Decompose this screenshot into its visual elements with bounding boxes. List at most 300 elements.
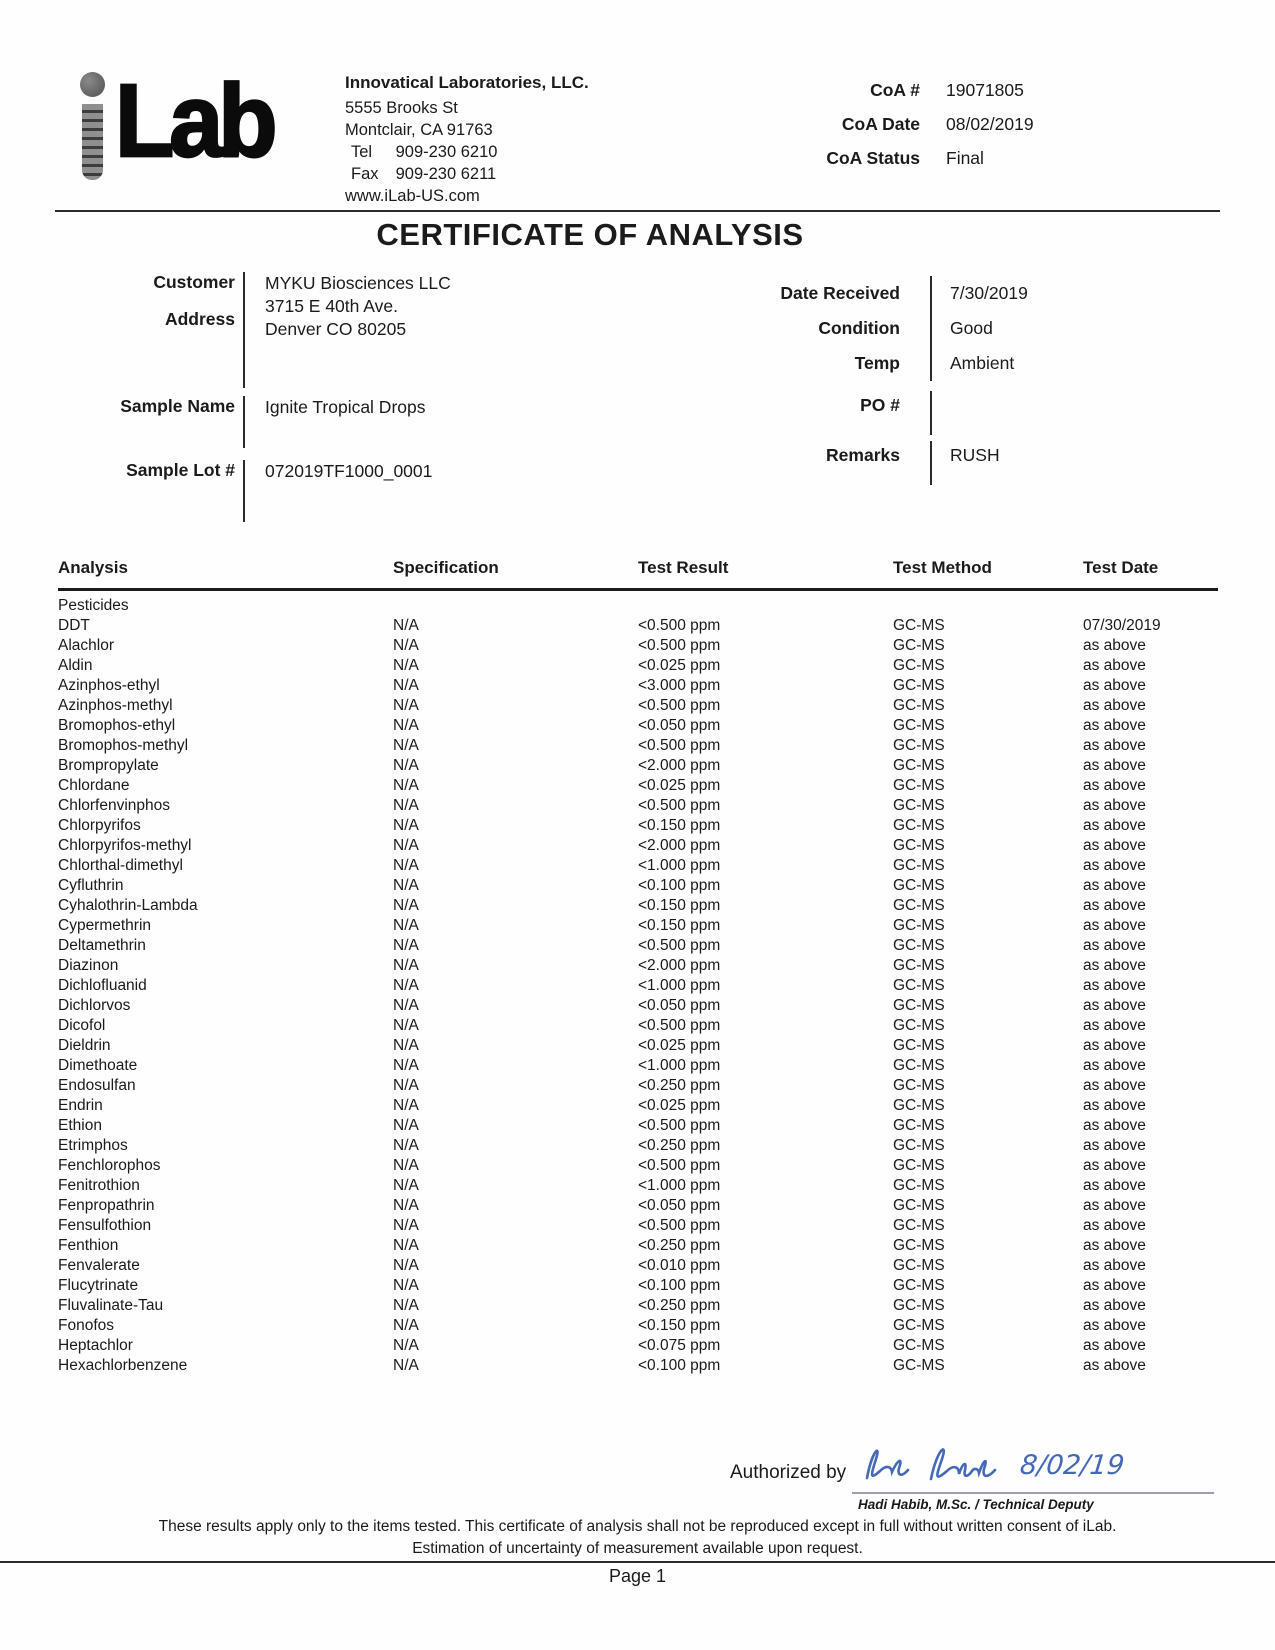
date-cell: as above [1083,1337,1146,1354]
logo-dot [80,72,105,97]
table-row [58,1256,1218,1276]
specification-cell: N/A [393,797,419,814]
date-cell: as above [1083,857,1146,874]
analysis-cell: Chlorthal-dimethyl [58,857,183,874]
specification-cell: N/A [393,737,419,754]
specification-cell: N/A [393,1277,419,1294]
method-cell: GC-MS [893,697,945,714]
analysis-cell: Ethion [58,1117,102,1134]
method-cell: GC-MS [893,797,945,814]
temp-label: Temp [854,353,900,373]
date-cell: as above [1083,797,1146,814]
date-cell: as above [1083,1357,1146,1374]
table-row [58,896,1218,916]
analysis-cell: Bromophos-ethyl [58,717,176,734]
table-row [58,696,1218,716]
result-cell: <1.000 ppm [638,857,721,874]
sample-lot-value: 072019TF1000_0001 [243,460,432,522]
method-cell: GC-MS [893,1257,945,1274]
remarks-label: Remarks [826,445,900,465]
method-cell: GC-MS [893,1197,945,1214]
method-cell: GC-MS [893,757,945,774]
table-row [58,1116,1218,1136]
analysis-cell: Hexachlorbenzene [58,1357,188,1374]
analysis-cell: Endrin [58,1097,103,1114]
result-cell: <0.500 ppm [638,797,721,814]
receipt-info-block [742,276,1218,485]
specification-cell: N/A [393,757,419,774]
date-cell: as above [1083,777,1146,794]
signature [855,1438,1155,1492]
analysis-cell: Fenitrothion [58,1177,140,1194]
date-cell: as above [1083,937,1146,954]
specification-cell: N/A [393,717,419,734]
table-row [58,936,1218,956]
method-cell: GC-MS [893,737,945,754]
address-label: Address [164,309,235,329]
date-cell: as above [1083,1157,1146,1174]
customer-sample-block [58,272,678,522]
table-row [58,1096,1218,1116]
result-cell: <0.150 ppm [638,817,721,834]
specification-cell: N/A [393,1197,419,1214]
date-received-value: 7/30/2019 [950,283,1028,303]
signer-title: Hadi Habib, M.Sc. / Technical Deputy [858,1497,1094,1512]
receipt-values [930,276,1218,381]
date-cell: as above [1083,837,1146,854]
header-test-method: Test Method [893,552,1083,590]
method-cell: GC-MS [893,717,945,734]
method-cell: GC-MS [893,677,945,694]
specification-cell: N/A [393,817,419,834]
method-cell: GC-MS [893,657,945,674]
method-cell: GC-MS [893,817,945,834]
result-cell: <0.500 ppm [638,617,721,634]
table-row [58,856,1218,876]
table-row [58,876,1218,896]
result-cell: <0.025 ppm [638,777,721,794]
result-cell: <0.250 ppm [638,1077,721,1094]
table-row [58,1016,1218,1036]
specification-cell: N/A [393,977,419,994]
date-cell: as above [1083,957,1146,974]
date-cell: as above [1083,897,1146,914]
result-cell: <0.150 ppm [638,897,721,914]
result-cell: <0.150 ppm [638,917,721,934]
method-cell: GC-MS [893,637,945,654]
method-cell: GC-MS [893,997,945,1014]
method-cell: GC-MS [893,1057,945,1074]
sample-name-group [58,396,678,448]
table-row [58,1196,1218,1216]
coa-status-label: CoA Status [826,148,920,168]
result-cell: <0.500 ppm [638,937,721,954]
coa-status-value: Final [946,148,984,168]
customer-group [58,272,678,388]
customer-address2: Denver CO 80205 [265,319,407,339]
result-cell: <2.000 ppm [638,837,721,854]
specification-cell: N/A [393,1117,419,1134]
analysis-cell: Chlorpyrifos-methyl [58,837,192,854]
analysis-cell: Dieldrin [58,1037,111,1054]
remarks-values [930,441,1218,485]
method-cell: GC-MS [893,1117,945,1134]
analysis-cell: Fonofos [58,1317,115,1334]
result-cell: <0.025 ppm [638,1037,721,1054]
specification-cell: N/A [393,1017,419,1034]
po-label: PO # [860,395,900,415]
sample-lot-label: Sample Lot # [126,460,235,480]
coa-number-row [795,80,1034,101]
method-cell: GC-MS [893,1037,945,1054]
sample-name-value: Ignite Tropical Drops [243,396,426,448]
date-cell: as above [1083,1037,1146,1054]
footer-divider [0,1561,1275,1563]
method-cell: GC-MS [893,1357,945,1374]
date-cell: as above [1083,1197,1146,1214]
page-title: CERTIFICATE OF ANALYSIS [376,217,804,252]
analysis-cell: DDT [58,617,90,634]
analysis-cell: Etrimphos [58,1137,128,1154]
specification-cell: N/A [393,897,419,914]
date-cell: as above [1083,917,1146,934]
table-row [58,1316,1218,1336]
method-cell: GC-MS [893,1337,945,1354]
table-row [58,1056,1218,1076]
table-row [58,1036,1218,1056]
date-cell: as above [1083,637,1146,654]
method-cell: GC-MS [893,837,945,854]
result-cell [638,590,893,617]
company-address1: 5555 Brooks St [345,99,458,117]
disclaimer-line1: These results apply only to the items tested. This certificate of analysis shall not be reproduced except in full without written consent of iLab. [158,1518,1117,1535]
coa-date-row [795,114,1034,135]
result-cell: <0.075 ppm [638,1337,721,1354]
company-address2: Montclair, CA 91763 [345,121,493,139]
customer-labels [58,272,235,388]
remarks-labels [742,441,900,485]
table-row [58,1236,1218,1256]
header-specification: Specification [393,552,638,590]
table-row [58,996,1218,1016]
result-cell: <0.100 ppm [638,877,721,894]
date-received-label: Date Received [780,283,900,303]
method-cell: GC-MS [893,937,945,954]
receipt-labels [742,276,900,381]
result-cell: <3.000 ppm [638,677,721,694]
analysis-cell: Cyfluthrin [58,877,124,894]
table-header-row [58,552,1218,590]
table-row [58,1076,1218,1096]
result-cell: <0.100 ppm [638,1277,721,1294]
receipt-group [742,276,1218,381]
specification-cell: N/A [393,1297,419,1314]
method-cell: GC-MS [893,1077,945,1094]
specification-cell: N/A [393,1257,419,1274]
result-cell: <0.500 ppm [638,1217,721,1234]
specification-cell: N/A [393,1097,419,1114]
specification-cell: N/A [393,957,419,974]
customer-values [243,272,451,388]
analysis-cell: Dichlorvos [58,997,131,1014]
ilab-logo [75,62,273,180]
analysis-cell: Cypermethrin [58,917,152,934]
signature-line [852,1492,1214,1494]
date-cell: as above [1083,1017,1146,1034]
po-labels [742,391,900,435]
specification-cell: N/A [393,697,419,714]
specification-cell: N/A [393,937,419,954]
specification-cell: N/A [393,1357,419,1374]
po-values [930,391,1218,435]
analysis-cell: Fenchlorophos [58,1157,161,1174]
result-cell: <0.025 ppm [638,1097,721,1114]
result-cell: <1.000 ppm [638,1057,721,1074]
analysis-cell: Bromophos-methyl [58,737,189,754]
specification-cell: N/A [393,657,419,674]
result-cell: <0.100 ppm [638,1357,721,1374]
method-cell: GC-MS [893,1177,945,1194]
header-test-result: Test Result [638,552,893,590]
method-cell: GC-MS [893,897,945,914]
analysis-cell: Cyhalothrin-Lambda [58,897,198,914]
method-cell: GC-MS [893,1317,945,1334]
table-row [58,916,1218,936]
testtube-icon [75,72,109,180]
specification-cell: N/A [393,1037,419,1054]
signature-date: 8/02/19 [1018,1450,1126,1481]
analysis-cell: Flucytrinate [58,1277,139,1294]
date-cell: as above [1083,1117,1146,1134]
analysis-cell: Brompropylate [58,757,159,774]
sample-name-label: Sample Name [120,396,235,416]
company-website: www.iLab-US.com [345,187,480,205]
company-fax [345,163,589,185]
table-row [58,796,1218,816]
coa-number-label: CoA # [870,80,920,100]
table-row [58,776,1218,796]
table-row [58,816,1218,836]
method-cell: GC-MS [893,857,945,874]
logo-tube [82,104,103,180]
date-cell: as above [1083,677,1146,694]
analysis-cell: Dicofol [58,1017,106,1034]
date-cell: as above [1083,697,1146,714]
date-cell: as above [1083,757,1146,774]
table-row [58,1296,1218,1316]
method-cell [893,590,1083,617]
table-row [58,616,1218,636]
result-cell: <2.000 ppm [638,957,721,974]
analysis-cell: Aldin [58,657,93,674]
result-cell: <0.010 ppm [638,1257,721,1274]
method-cell: GC-MS [893,877,945,894]
method-cell: GC-MS [893,1297,945,1314]
date-cell: as above [1083,1077,1146,1094]
specification-cell: N/A [393,1237,419,1254]
table-row [58,956,1218,976]
date-cell: as above [1083,1257,1146,1274]
company-info [345,72,589,207]
specification-cell: N/A [393,677,419,694]
analysis-cell: Dichlofluanid [58,977,147,994]
table-row [58,1156,1218,1176]
tel-label: Tel [351,143,373,161]
disclaimer-line2: Estimation of uncertainty of measurement available upon request. [412,1540,863,1557]
result-cell: <0.500 ppm [638,1017,721,1034]
coa-meta-block [795,80,1034,182]
date-cell: 07/30/2019 [1083,617,1161,634]
result-cell: <0.025 ppm [638,657,721,674]
table-row [58,736,1218,756]
specification-cell: N/A [393,997,419,1014]
table-row [58,1276,1218,1296]
method-cell: GC-MS [893,1237,945,1254]
date-cell: as above [1083,737,1146,754]
date-cell: as above [1083,877,1146,894]
specification-cell: N/A [393,1317,419,1334]
header-analysis: Analysis [58,552,393,590]
method-cell: GC-MS [893,1277,945,1294]
analysis-cell: Pesticides [58,597,129,614]
date-cell: as above [1083,1317,1146,1334]
table-row [58,656,1218,676]
customer-address1: 3715 E 40th Ave. [265,296,398,316]
fax-number: 909-230 6211 [395,165,497,183]
method-cell: GC-MS [893,957,945,974]
result-cell: <0.500 ppm [638,1157,721,1174]
specification-cell: N/A [393,1157,419,1174]
date-cell: as above [1083,997,1146,1014]
table-row [58,1336,1218,1356]
specification-cell: N/A [393,1137,419,1154]
analysis-cell: Dimethoate [58,1057,138,1074]
table-row [58,836,1218,856]
method-cell: GC-MS [893,917,945,934]
condition-label: Condition [818,318,900,338]
authorized-by-label: Authorized by [730,1462,847,1483]
coa-date-label: CoA Date [841,114,920,134]
fax-label: Fax [351,165,379,183]
coa-number-value: 19071805 [946,80,1024,100]
results-body [58,590,1218,1377]
condition-value: Good [950,318,993,338]
date-cell: as above [1083,1177,1146,1194]
tel-number: 909-230 6210 [395,143,498,161]
result-cell: <0.250 ppm [638,1237,721,1254]
result-cell: <1.000 ppm [638,977,721,994]
date-cell: as above [1083,717,1146,734]
table-row [58,1136,1218,1156]
method-cell: GC-MS [893,617,945,634]
analysis-cell: Fenthion [58,1237,119,1254]
date-cell: as above [1083,1137,1146,1154]
method-cell: GC-MS [893,1217,945,1234]
temp-value: Ambient [950,353,1015,373]
table-row [58,1176,1218,1196]
method-cell: GC-MS [893,1157,945,1174]
result-cell: <0.150 ppm [638,1317,721,1334]
date-cell: as above [1083,1297,1146,1314]
date-cell: as above [1083,1277,1146,1294]
logo-text: Lab [115,62,273,179]
table-row [58,1356,1218,1376]
result-cell: <2.000 ppm [638,757,721,774]
result-cell: <0.050 ppm [638,1197,721,1214]
page-number: Page 1 [608,1566,667,1586]
date-cell: as above [1083,1217,1146,1234]
result-cell: <0.500 ppm [638,697,721,714]
method-cell: GC-MS [893,1097,945,1114]
result-cell: <0.500 ppm [638,1117,721,1134]
table-row [58,1216,1218,1236]
result-cell: <1.000 ppm [638,1177,721,1194]
date-cell: as above [1083,1097,1146,1114]
specification-cell: N/A [393,917,419,934]
specification-cell: N/A [393,777,419,794]
table-row [58,756,1218,776]
customer-label: Customer [153,272,235,292]
date-cell: as above [1083,1057,1146,1074]
specification-cell: N/A [393,1177,419,1194]
specification-cell: N/A [393,1077,419,1094]
analysis-cell: Alachlor [58,637,114,654]
result-cell: <0.500 ppm [638,637,721,654]
table-row [58,676,1218,696]
analysis-cell: Fensulfothion [58,1217,152,1234]
specification-cell: N/A [393,637,419,654]
sample-lot-group [58,460,678,522]
analysis-cell: Heptachlor [58,1337,133,1354]
specification-cell: N/A [393,1057,419,1074]
company-tel [345,141,589,163]
result-cell: <0.250 ppm [638,1137,721,1154]
result-cell: <0.050 ppm [638,717,721,734]
company-name: Innovatical Laboratories, LLC. [345,73,589,92]
analysis-cell: Chlordane [58,777,130,794]
analysis-cell: Diazinon [58,957,119,974]
analysis-cell: Deltamethrin [58,937,146,954]
specification-cell: N/A [393,877,419,894]
specification-cell: N/A [393,1217,419,1234]
date-cell: as above [1083,1237,1146,1254]
analysis-cell: Chlorpyrifos [58,817,141,834]
date-cell: as above [1083,817,1146,834]
remarks-group [742,441,1218,485]
letterhead-divider [55,210,1220,212]
method-cell: GC-MS [893,977,945,994]
specification-cell [393,590,638,617]
date-cell: as above [1083,657,1146,674]
date-cell: as above [1083,977,1146,994]
signature-scribble [855,1438,1155,1492]
analysis-cell: Fluvalinate-Tau [58,1297,164,1314]
table-row [58,976,1218,996]
method-cell: GC-MS [893,1017,945,1034]
specification-cell: N/A [393,837,419,854]
analysis-cell: Endosulfan [58,1077,136,1094]
method-cell: GC-MS [893,777,945,794]
results-table [58,552,1218,1376]
coa-date-value: 08/02/2019 [946,114,1034,134]
header-test-date: Test Date [1083,552,1218,590]
result-cell: <0.050 ppm [638,997,721,1014]
remarks-value: RUSH [950,445,1000,465]
coa-status-row [795,148,1034,169]
customer-name: MYKU Biosciences LLC [265,273,451,293]
table-row [58,636,1218,656]
analysis-cell: Azinphos-methyl [58,697,173,714]
